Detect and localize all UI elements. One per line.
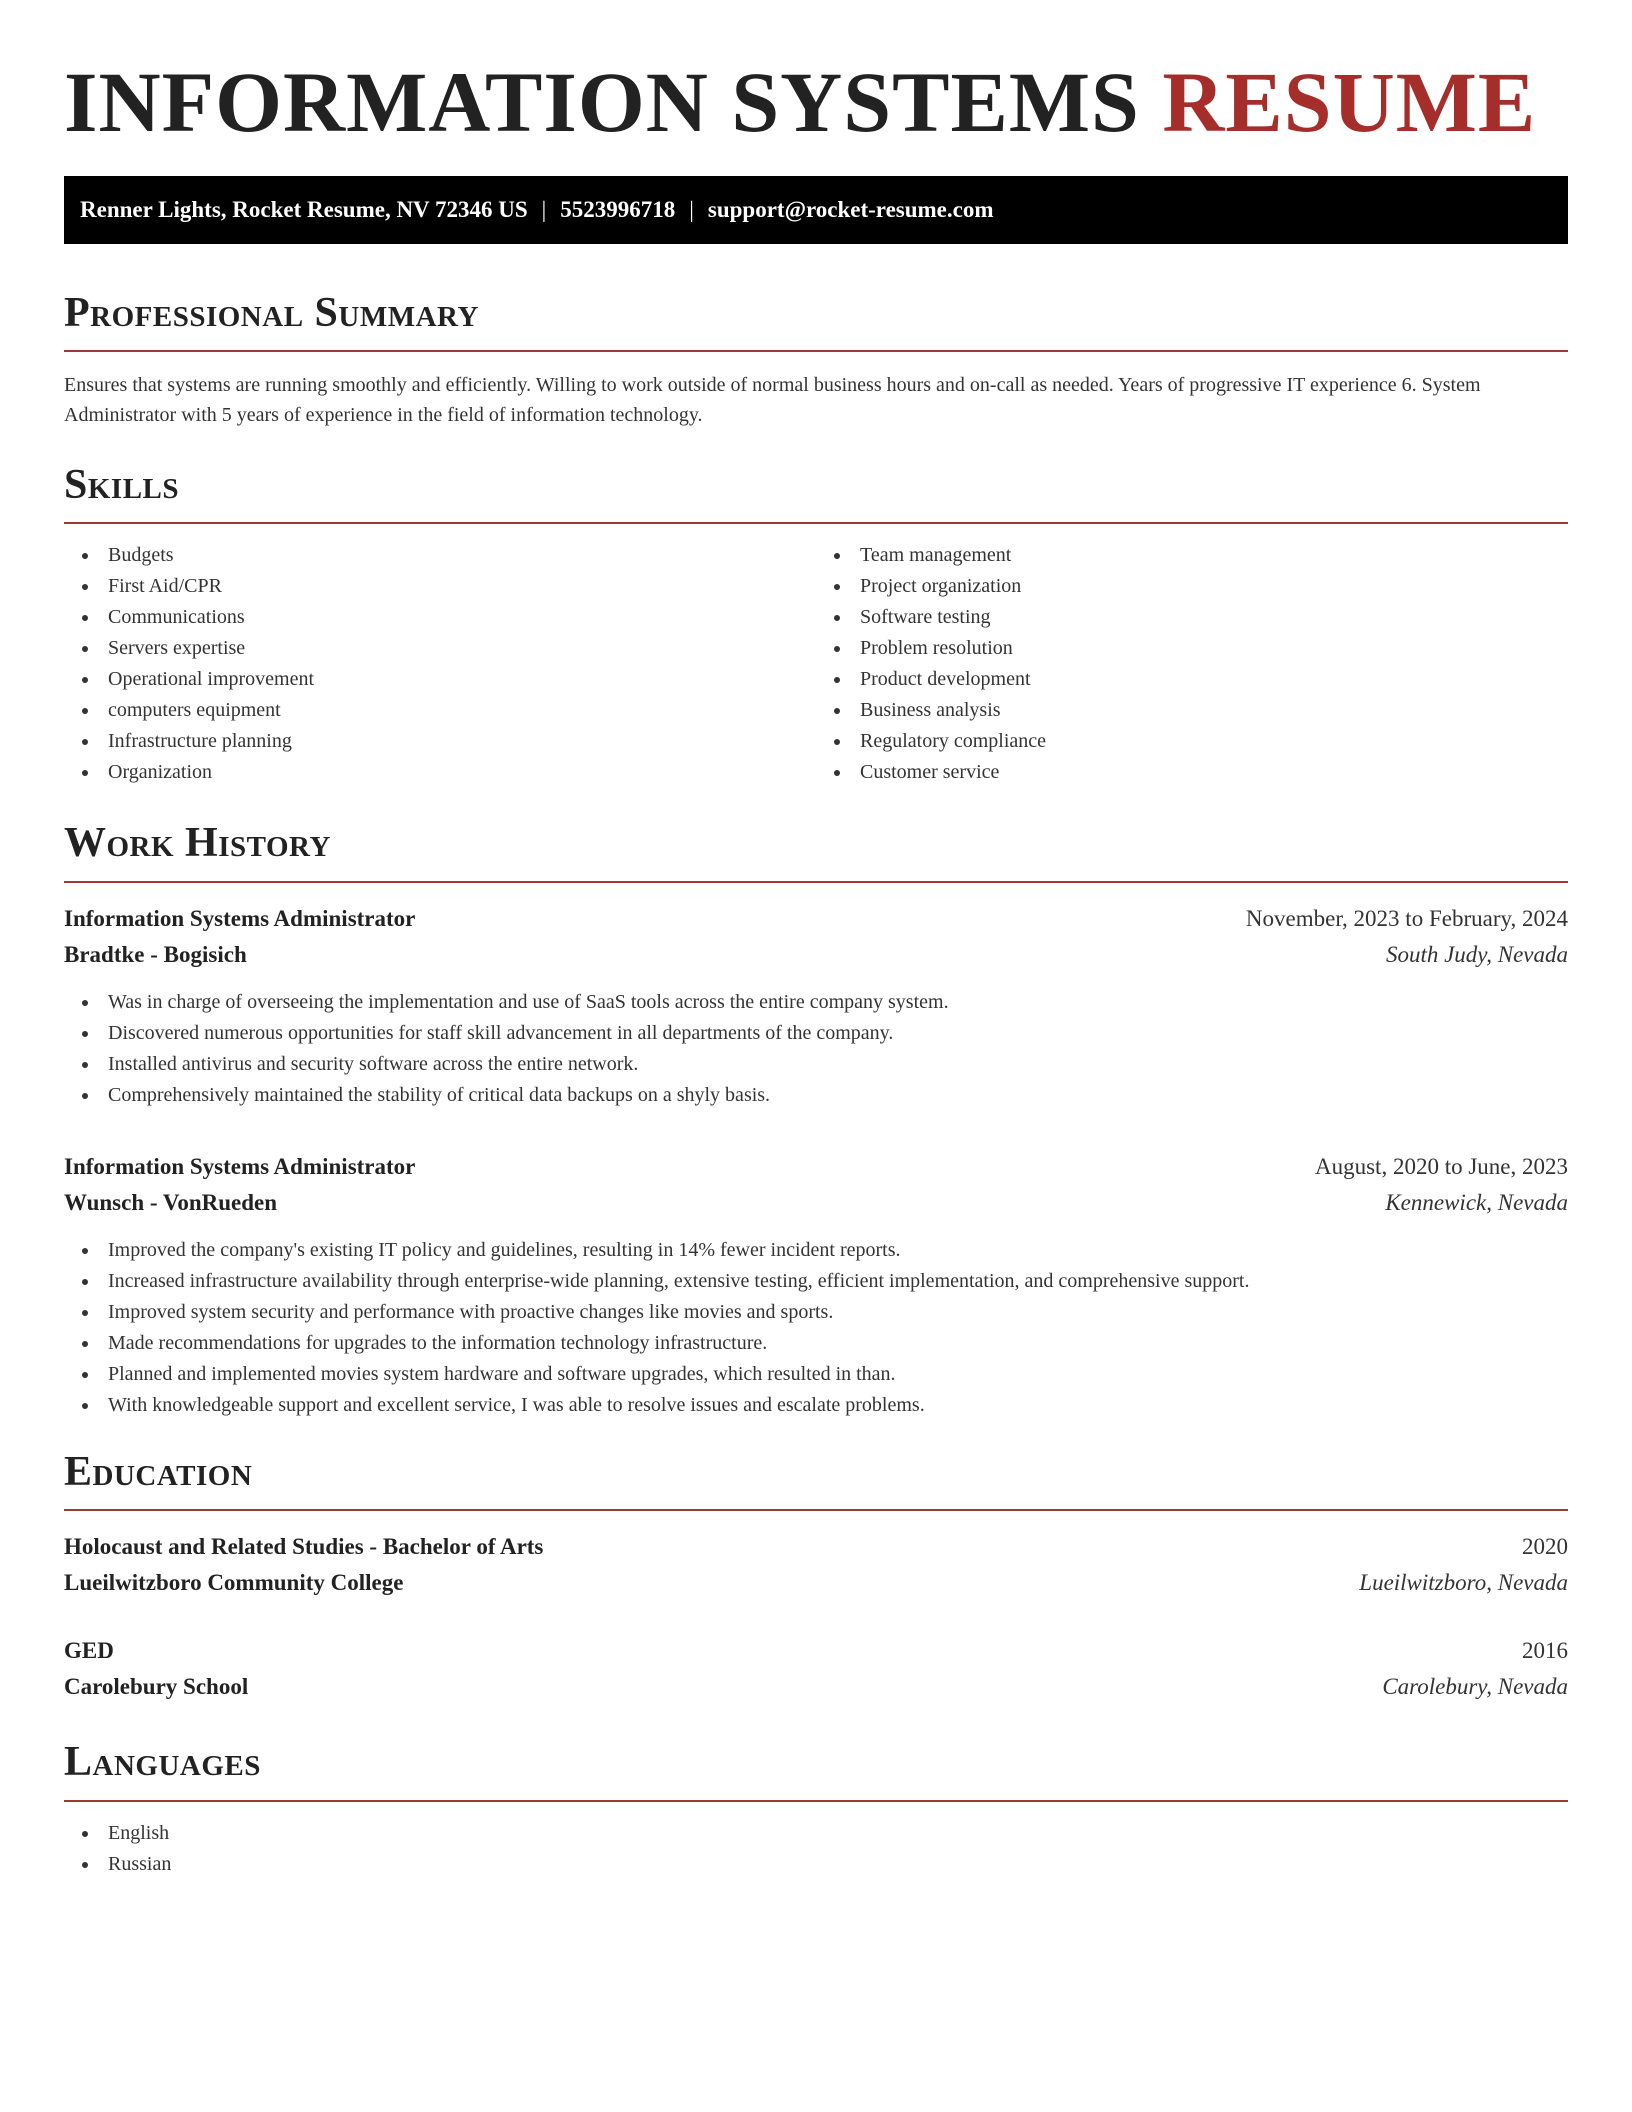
skill-item: Operational improvement [64,664,816,695]
work-history-section [64,818,1568,1420]
skill-item: Budgets [64,540,816,571]
contact-separator: | [689,196,694,222]
job-bullet: Improved the company's existing IT policy and guidelines, resulting in 14% fewer incident reports. [64,1235,1568,1266]
education-degree-row [64,1529,1568,1565]
skills-column-right [816,540,1568,788]
skill-item: Customer service [816,757,1568,788]
education-entry [64,1529,1568,1601]
education-degree: Holocaust and Related Studies - Bachelor of Arts [64,1534,544,1560]
job-header-row [64,1149,1568,1185]
skill-item: Infrastructure planning [64,726,816,757]
job-company: Bradtke - Bogisich [64,941,247,967]
job-header-row [64,901,1568,937]
job-bullet: With knowledgeable support and excellent service, I was able to resolve issues and escalate problems. [64,1390,1568,1421]
job-dates: August, 2020 to June, 2023 [1315,1153,1568,1179]
education-heading: Education [64,1448,253,1495]
job-company: Wunsch - VonRueden [64,1189,278,1215]
job-title: Information Systems Administrator [64,1153,416,1179]
skill-item: Servers expertise [64,633,816,664]
job-company-row [64,1185,1568,1221]
contact-address: Renner Lights, Rocket Resume, NV 72346 US [80,196,528,222]
language-item: English [64,1818,1568,1849]
education-school: Carolebury School [64,1674,249,1700]
section-divider [64,1800,1568,1802]
job-bullet: Improved system security and performance with proactive changes like movies and sports. [64,1297,1568,1328]
skill-item: Software testing [816,602,1568,633]
skills-grid [64,540,1568,788]
title-accent: RESUME [1162,54,1537,150]
work-history-heading: Work History [64,820,331,867]
skill-item: computers equipment [64,695,816,726]
languages-list [64,1818,1568,1880]
job-entry [64,901,1568,1111]
job-bullet: Was in charge of overseeing the implementation and use of SaaS tools across the entire company system. [64,987,1568,1018]
education-entry [64,1633,1568,1705]
skill-item: Regulatory compliance [816,726,1568,757]
languages-heading: Languages [64,1739,261,1786]
job-bullets [64,1235,1568,1421]
job-bullets [64,987,1568,1111]
education-degree: GED [64,1638,114,1664]
skill-item: Business analysis [816,695,1568,726]
section-divider [64,522,1568,524]
skills-section [64,460,1568,788]
contact-phone: 5523996718 [560,196,676,222]
title-main: INFORMATION SYSTEMS [64,54,1140,150]
education-section [64,1447,1568,1705]
job-location: South Judy, Nevada [1385,941,1568,967]
contact-separator: | [541,196,547,222]
resume-title [64,55,1568,150]
job-bullet: Planned and implemented movies system hardware and software upgrades, which resulted in than. [64,1359,1568,1390]
skill-item: First Aid/CPR [64,571,816,602]
language-item: Russian [64,1849,1568,1880]
skill-item: Team management [816,540,1568,571]
skill-item: Product development [816,664,1568,695]
skill-item: Project organization [816,571,1568,602]
job-bullet: Made recommendations for upgrades to the information technology infrastructure. [64,1328,1568,1359]
job-company-row [64,937,1568,973]
job-bullet: Increased infrastructure availability through enterprise-wide planning, extensive testing, efficient implementation, and comprehensive support. [64,1266,1568,1297]
contact-bar [64,176,1568,244]
section-divider [64,1509,1568,1511]
skill-item: Problem resolution [816,633,1568,664]
summary-section [64,288,1568,430]
contact-email: support@rocket-resume.com [707,196,994,222]
education-degree-row [64,1633,1568,1669]
job-bullet: Discovered numerous opportunities for staff skill advancement in all departments of the company. [64,1018,1568,1049]
skills-column-left [64,540,816,788]
section-divider [64,350,1568,352]
education-location: Lueilwitzboro, Nevada [1359,1570,1568,1596]
job-entry [64,1149,1568,1421]
skill-item: Communications [64,602,816,633]
job-bullet: Comprehensively maintained the stability of critical data backups on a shyly basis. [64,1080,1568,1111]
summary-heading: Professional Summary [64,289,479,336]
section-divider [64,881,1568,883]
education-school-row [64,1565,1568,1601]
education-year: 2016 [1522,1638,1568,1664]
education-school: Lueilwitzboro Community College [64,1570,404,1596]
summary-text: Ensures that systems are running smoothly and efficiently. Willing to work outside of normal business hours and on-call as needed. Years of progressive IT experience 6. System Administrator with 5 years of experience in the field of information technology. [64,373,1481,426]
education-school-row [64,1669,1568,1705]
education-year: 2020 [1522,1534,1568,1560]
job-bullet: Installed antivirus and security software across the entire network. [64,1049,1568,1080]
education-location: Carolebury, Nevada [1382,1674,1568,1700]
job-location: Kennewick, Nevada [1385,1189,1568,1215]
job-title: Information Systems Administrator [64,905,416,931]
job-dates: November, 2023 to February, 2024 [1245,905,1568,931]
skill-item: Organization [64,757,816,788]
skills-heading: Skills [64,461,180,508]
languages-section [64,1737,1568,1879]
